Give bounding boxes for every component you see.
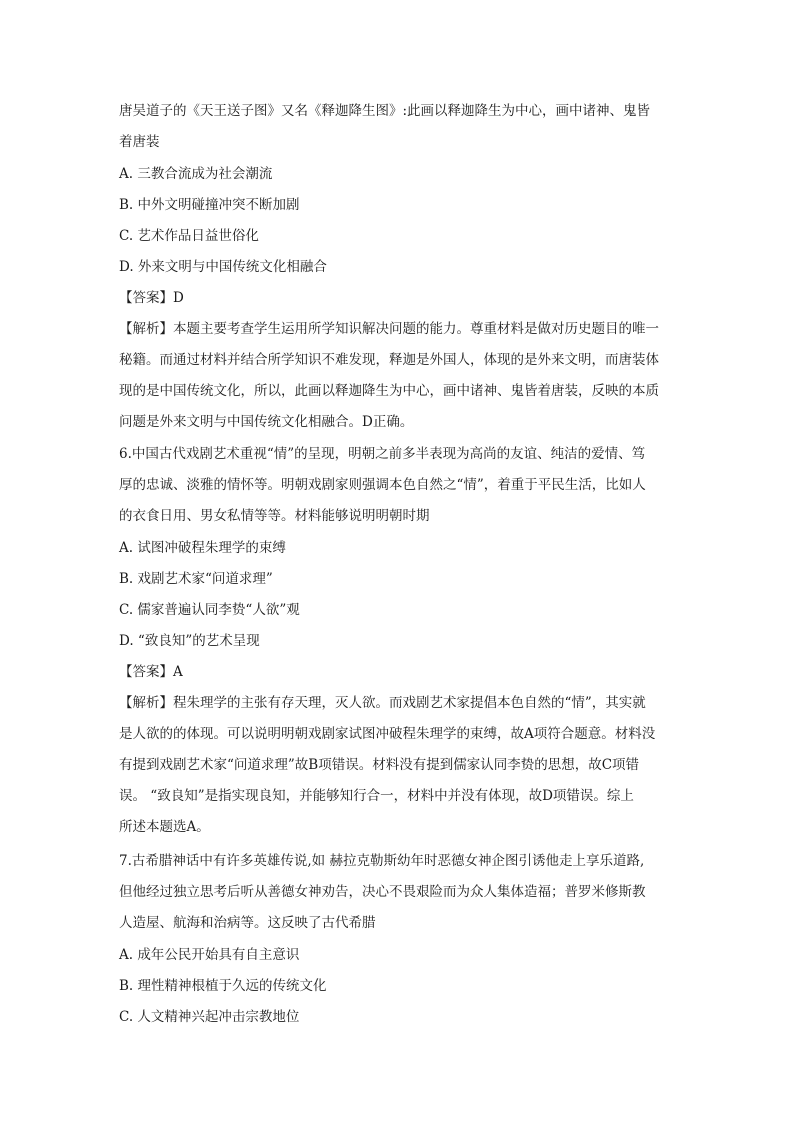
q5-option-b: B. 中外文明碰撞冲突不断加剧 bbox=[119, 197, 300, 213]
q6-analysis-line-2: 是人欲的的体现。可以说明明朝戏剧家试图冲破程朱理学的束缚，故A项符合题意。材料没 bbox=[119, 726, 656, 742]
q6-option-c: C. 儒家普遍认同李贽“人欲”观 bbox=[119, 602, 300, 618]
q5-analysis-line-1: 【解析】本题主要考查学生运用所学知识解决问题的能力。尊重材料是做对历史题目的唯一 bbox=[119, 321, 659, 337]
q6-analysis-line-3: 有提到戏剧艺术家“问道求理”故B项错误。材料没有提到儒家认同李贽的思想，故C项错 bbox=[119, 757, 640, 773]
q6-option-d: D. “致良知”的艺术呈现 bbox=[119, 633, 260, 649]
q6-analysis-line-1: 【解析】程朱理学的主张有存天理，灭人欲。而戏剧艺术家提倡本色自然的“情”，其实就 bbox=[119, 695, 646, 711]
q6-analysis-line-5: 所述本题选A。 bbox=[119, 819, 210, 835]
q5-option-d: D. 外来文明与中国传统文化相融合 bbox=[119, 259, 327, 275]
q5-analysis-line-2: 秘籍。而通过材料并结合所学知识不难发现，释迦是外国人，体现的是外来文明，而唐装体 bbox=[119, 352, 659, 368]
q7-stem-line-1: 7.古希腊神话中有许多英雄传说,如 赫拉克勒斯幼年时恶德女神企图引诱他走上享乐道路, bbox=[119, 853, 645, 869]
q7-stem-line-3: 人造屋、航海和治病等。这反映了古代希腊 bbox=[119, 915, 376, 931]
q5-option-c: C. 艺术作品日益世俗化 bbox=[119, 228, 259, 244]
q6-analysis-line-4: 误。 “致良知”是指实现良知，并能够知行合一，材料中并没有体现，故D项错误。综上 bbox=[119, 788, 634, 804]
q5-stem-line-1: 唐吴道子的《天王送子图》又名《释迦降生图》:此画以释迦降生为中心，画中诸神、鬼皆 bbox=[119, 103, 651, 119]
q5-analysis-line-4: 问题是外来文明与中国传统文化相融合。D正确。 bbox=[119, 414, 414, 430]
q7-stem-line-2: 但他经过独立思考后听从善德女神劝告，决心不畏艰险而为众人集体造福；普罗米修斯教 bbox=[119, 884, 646, 900]
q6-stem-line-1: 6.中国古代戏剧艺术重视“情”的呈现，明朝之前多半表现为高尚的友谊、纯洁的爱情、笃 bbox=[119, 446, 646, 462]
q5-analysis-line-3: 现的是中国传统文化，所以，此画以释迦降生为中心，画中诸神、鬼皆着唐装，反映的本质 bbox=[119, 383, 659, 399]
q7-option-a: A. 成年公民开始具有自主意识 bbox=[119, 947, 300, 963]
q6-answer: 【答案】A bbox=[119, 664, 183, 680]
q7-option-c: C. 人文精神兴起冲击宗教地位 bbox=[119, 1009, 300, 1025]
q5-stem-line-2: 着唐装 bbox=[119, 134, 160, 150]
q5-answer: 【答案】D bbox=[119, 290, 184, 306]
q6-stem-line-2: 厚的忠诚、淡雅的情怀等。明朝戏剧家则强调本色自然之“情”，着重于平民生活，比如人 bbox=[119, 477, 646, 493]
q6-stem-line-3: 的衣食日用、男女私情等等。材料能够说明明朝时期 bbox=[119, 508, 430, 524]
q7-option-b: B. 理性精神根植于久远的传统文化 bbox=[119, 978, 327, 994]
q6-option-b: B. 戏剧艺术家“问道求理” bbox=[119, 571, 273, 587]
q6-option-a: A. 试图冲破程朱理学的束缚 bbox=[119, 540, 286, 556]
q5-option-a: A. 三教合流成为社会潮流 bbox=[119, 166, 273, 182]
